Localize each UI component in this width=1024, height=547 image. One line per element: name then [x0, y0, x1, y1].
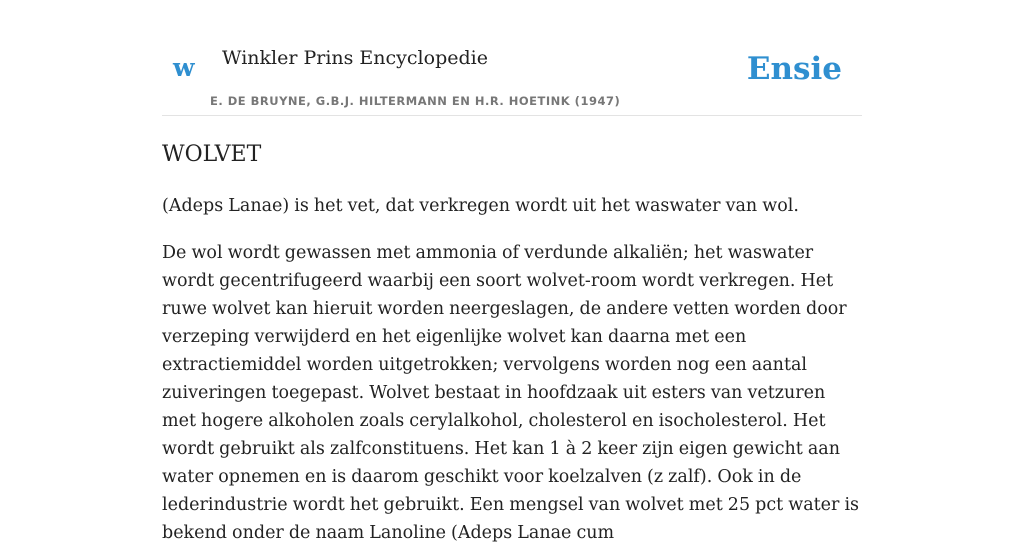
publication-title[interactable]: Winkler Prins Encyclopedie: [222, 47, 488, 69]
header: [162, 0, 862, 116]
publication-logo[interactable]: w: [173, 53, 195, 82]
article-title: WOLVET: [162, 142, 262, 167]
page: [162, 0, 862, 543]
article-paragraph-body: De wol wordt gewassen met ammonia of verdunde alkaliën; het waswater wordt gecentrifugeerd waarbij een soort wolvet-room wordt verkregen. Het ruwe wolvet kan hieruit worden neergeslagen, de andere vetten worden door verzeping verwijderd en het eigenlijke wolvet kan daarna met een extractiemiddel worden uitgetrokken; vervolgens worden nog een aantal zuiveringen toegepast. Wolvet bestaat in hoofdzaak uit esters van vetzuren met hogere alkoholen zoals cerylalkohol, cholesterol en isocholesterol. Het wordt gebruikt als zalfconstituens. Het kan 1 à 2 keer zijn eigen gewicht aan water opnemen en is daarom geschikt voor koelzalven (z zalf). Ook in de lederindustrie wordt het gebruikt. Een mengsel van wolvet met 25 pct water is bekend onder de naam Lanoline (Adeps Lanae cum: [162, 243, 860, 543]
brand-logo[interactable]: Ensie: [746, 51, 842, 87]
article-paragraph-intro: (Adeps Lanae) is het vet, dat verkregen wordt uit het waswater van wol.: [162, 196, 799, 216]
publication-authors: E. DE BRUYNE, G.B.J. HILTERMANN EN H.R. HOETINK (1947): [210, 94, 621, 108]
